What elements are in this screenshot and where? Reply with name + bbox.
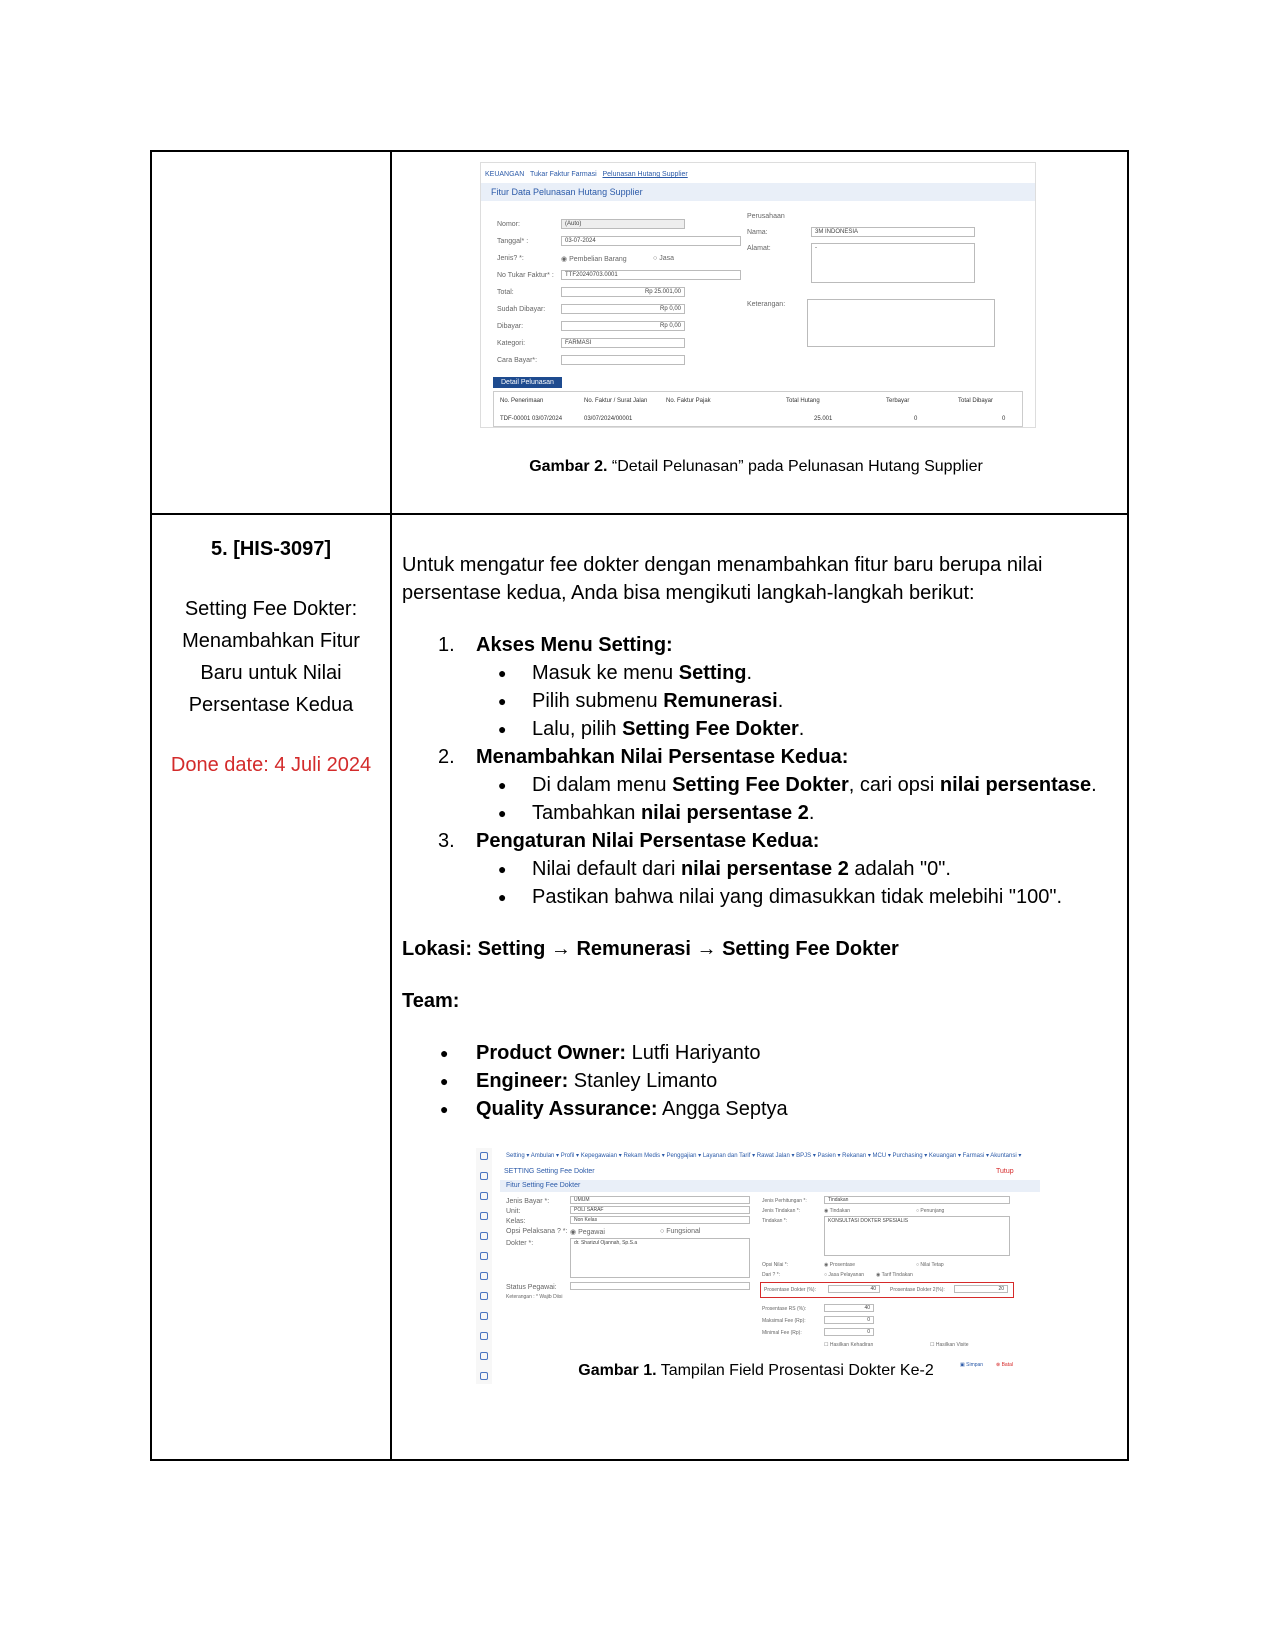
caption-label: Gambar 2. — [529, 458, 608, 475]
team-member — [402, 1067, 1114, 1095]
form-title: Fitur Data Pelunasan Hutang Supplier — [491, 187, 643, 197]
prosentase-radio[interactable]: ◉ Prosentase — [824, 1262, 856, 1268]
step-title: Menambahkan Nilai Persentase Kedua: — [476, 746, 849, 768]
group-label: Perusahaan — [747, 213, 785, 220]
nav-icon[interactable] — [480, 1292, 488, 1300]
nav-icon[interactable] — [480, 1232, 488, 1240]
figure-caption-2 — [400, 458, 1112, 476]
jasa-pelayanan-radio[interactable]: ○ Jasa Pelayanan — [824, 1272, 865, 1278]
tarif-tindakan-radio[interactable]: ◉ Tarif Tindakan — [876, 1272, 913, 1278]
ticket-title-line: Baru untuk Nilai — [200, 662, 342, 684]
step-number: 3. — [438, 830, 455, 852]
jenis-perhitungan-select[interactable]: Tindakan — [824, 1196, 1010, 1204]
step-item — [402, 827, 1114, 855]
bullet-text: , cari opsi — [848, 774, 940, 796]
visite-checkbox[interactable]: ☐ Hasilkan Visite — [930, 1342, 969, 1348]
menu-icon[interactable] — [480, 1152, 488, 1160]
nav-icon[interactable] — [480, 1212, 488, 1220]
table-header: Total Hutang — [786, 398, 820, 404]
field-label: Opsi Pelaksana ? *: — [506, 1228, 568, 1235]
field-label: No Tukar Faktur* : — [497, 272, 554, 279]
fungsional-radio[interactable]: ○ Fungsional — [660, 1228, 701, 1235]
step-item — [402, 743, 1114, 771]
nav-icon[interactable] — [480, 1332, 488, 1340]
bullet-text: Tambahkan — [532, 802, 641, 824]
table-header: No. Faktur / Surat Jalan — [584, 398, 648, 404]
form-title: Fitur Setting Fee Dokter — [506, 1182, 581, 1189]
batal-button[interactable]: ⊗ Batal — [996, 1362, 1013, 1368]
field-label: Kelas: — [506, 1218, 526, 1225]
table-cell: 25.001 — [814, 416, 833, 422]
done-date: Done date: 4 Juli 2024 — [170, 754, 372, 776]
ticket-title-line: Menambahkan Fitur — [182, 630, 360, 652]
top-menu[interactable]: Setting ▾ Ambulan ▾ Profil ▾ Kepegawaian ▾ Rekam Medis ▾ Penggajian ▾ Layanan dan Tarif ▾ Rawat Jalan ▾ BPJS ▾ Pasien ▾ Rekanan ▾ MCU ▾ Purchasing ▾ Keuangan ▾ Farmasi ▾ Akuntansi ▾ — [506, 1153, 1022, 1159]
minimal-fee-field[interactable]: 0 — [824, 1328, 874, 1336]
field-label: Unit: — [506, 1208, 521, 1215]
bold-term: Remunerasi — [663, 690, 778, 712]
bullet-text: Di dalam menu — [532, 774, 673, 796]
ticket-title-line: Setting Fee Dokter: — [184, 598, 358, 620]
breadcrumb: SETTING Setting Fee Dokter — [504, 1168, 595, 1175]
ticket-id: 5. [HIS-3097] — [210, 538, 332, 560]
caption-label: Gambar 1. — [578, 1362, 657, 1379]
status-pegawai-field[interactable] — [570, 1282, 750, 1290]
table-header: Terbayar — [886, 398, 910, 404]
radio-label: Jasa Pelayanan — [828, 1272, 865, 1278]
nav-icon[interactable] — [480, 1272, 488, 1280]
bullet-text: Lalu, pilih — [532, 718, 623, 740]
radio-label: Pegawai — [578, 1229, 605, 1236]
simpan-button[interactable]: ▣ Simpan — [960, 1362, 984, 1368]
radio-label: Nilai Tetap — [920, 1262, 944, 1268]
tindakan-select[interactable]: KONSULTASI DOKTER SPESIALIS — [824, 1216, 1010, 1256]
pelunasan-screenshot — [480, 162, 1036, 428]
field-label: Kategori: — [497, 340, 526, 347]
field-label: Nomor: — [497, 221, 520, 228]
keterangan-field[interactable] — [807, 299, 995, 347]
pegawai-radio[interactable]: ◉ Pegawai — [570, 1229, 605, 1236]
table-header: Total Dibayar — [958, 398, 994, 404]
field-label: Prosentase Dokter (%): — [764, 1287, 816, 1293]
dokter-select[interactable]: dr. Sharizul Ojannah, Sp.S.a — [570, 1238, 750, 1278]
ticket-title-line: Persentase Kedua — [188, 694, 354, 716]
kategori-field[interactable]: FARMASI — [561, 338, 685, 348]
unit-select[interactable]: POLI SARAF — [570, 1206, 750, 1214]
button-label: Simpan — [966, 1362, 984, 1368]
detail-table — [493, 391, 1023, 427]
table-cell: TDF-00001 03/07/2024 — [500, 416, 563, 422]
field-label: Total: — [497, 289, 514, 296]
radio-label: Penunjang — [920, 1208, 945, 1214]
field-label: Jenis Tindakan *: — [762, 1208, 801, 1214]
team-name: Lutfi Hariyanto — [626, 1042, 761, 1064]
field-label: Status Pegawai: — [506, 1284, 557, 1291]
step-bullet — [402, 799, 1114, 827]
nav-icon[interactable] — [480, 1252, 488, 1260]
crumb-item: KEUANGAN — [485, 171, 525, 178]
figure-caption-1 — [400, 1362, 1112, 1380]
column-divider — [390, 152, 392, 1459]
field-label: Minimal Fee (Rp): — [762, 1330, 802, 1336]
penunjang-radio[interactable]: ○ Penunjang — [916, 1208, 945, 1214]
step-bullet — [402, 883, 1114, 911]
bold-term: Setting — [678, 662, 747, 684]
team-name: Angga Septya — [657, 1098, 788, 1120]
bullet-text: . — [798, 718, 805, 740]
plus-icon[interactable] — [480, 1352, 488, 1360]
checkbox-label: Hasilkan Kehadiran — [829, 1342, 874, 1348]
form-title-bar — [481, 183, 1035, 201]
step-title: Akses Menu Setting: — [476, 634, 673, 656]
nomor-field[interactable]: (Auto) — [561, 219, 685, 229]
bold-term: Setting Fee Dokter — [672, 774, 849, 796]
close-button[interactable]: Tutup — [996, 1168, 1014, 1175]
total-field[interactable]: Rp 25.001,00 — [561, 287, 685, 297]
breadcrumb — [485, 171, 688, 178]
nav-icon[interactable] — [480, 1312, 488, 1320]
jenis-radio-2[interactable]: ○ Jasa — [653, 255, 674, 262]
step-bullet — [402, 687, 1114, 715]
nilai-tetap-radio[interactable]: ○ Nilai Tetap — [916, 1262, 944, 1268]
field-label: Sudah Dibayar: — [497, 306, 546, 313]
nav-icon[interactable] — [480, 1172, 488, 1180]
field-label: Cara Bayar*: — [497, 357, 538, 364]
kelas-select[interactable]: Non Kelas — [570, 1216, 750, 1224]
jenis-radio-1[interactable]: ◉ Pembelian Barang — [561, 256, 627, 263]
field-label: Prosentase RS (%): — [762, 1306, 807, 1312]
team-member — [402, 1039, 1114, 1067]
table-cell: 0 — [914, 416, 918, 422]
description-cell — [402, 515, 1114, 1123]
team-label: Team: — [402, 990, 460, 1012]
kehadiran-checkbox[interactable]: ☐ Hasilkan Kehadiran — [824, 1342, 874, 1348]
field-label: Jenis Bayar *: — [506, 1198, 550, 1205]
step-number: 1. — [438, 634, 455, 656]
prosentase-dokter-2-field[interactable]: 20 — [954, 1285, 1008, 1293]
prosentase-rs-field[interactable]: 40 — [824, 1304, 874, 1312]
nama-field[interactable]: 3M INDONESIA — [811, 227, 975, 237]
tanggal-field[interactable]: 03-07-2024 — [561, 236, 741, 246]
step-bullet — [402, 855, 1114, 883]
team-list — [402, 1039, 1114, 1123]
ticket-title — [152, 593, 390, 721]
prosentase-dokter-field[interactable]: 40 — [828, 1285, 880, 1293]
step-bullet — [402, 771, 1114, 799]
field-label: Tanggal* : — [497, 238, 529, 245]
radio-label: Pembelian Barang — [569, 256, 627, 263]
team-name: Stanley Limanto — [568, 1070, 718, 1092]
required-note: Keterangan : * Wajib Diisi — [506, 1294, 563, 1300]
detail-pelunasan-tab[interactable]: Detail Pelunasan — [493, 377, 562, 388]
setting-fee-screenshot — [476, 1148, 1046, 1384]
field-label: Keterangan: — [747, 301, 786, 308]
table-cell: 0 — [1002, 416, 1006, 422]
table-header: No. Penerimaan — [500, 398, 544, 404]
crumb-item: Tukar Faktur Farmasi — [530, 171, 597, 178]
bold-term: nilai persentase — [939, 774, 1092, 796]
bullet-text: . — [746, 662, 753, 684]
field-label: Jenis? *: — [497, 255, 524, 262]
bold-term: nilai persentase 2 — [680, 858, 849, 880]
bullet-text: Pastikan bahwa nilai yang dimasukkan tidak melebihi "100". — [532, 886, 1063, 908]
jenis-bayar-select[interactable]: UMUM — [570, 1196, 750, 1204]
step-item — [402, 631, 1114, 659]
caption-text: Tampilan Field Prosentasi Dokter Ke-2 — [656, 1362, 934, 1379]
cara-select[interactable] — [561, 355, 685, 365]
bullet-text: adalah "0". — [848, 858, 951, 880]
tindakan-radio[interactable]: ◉ Tindakan — [824, 1208, 851, 1214]
team-role: Product Owner: — [476, 1042, 627, 1064]
steps-list — [402, 631, 1114, 911]
radio-label: Prosentase — [829, 1262, 856, 1268]
field-label: Prosentase Dokter 2(%): — [890, 1287, 945, 1293]
bullet-text: Masuk ke menu — [532, 662, 679, 684]
checkbox-label: Hasilkan Visite — [935, 1342, 969, 1348]
bullet-text: . — [1091, 774, 1097, 796]
step-title: Pengaturan Nilai Persentase Kedua: — [476, 830, 820, 852]
step-bullet — [402, 659, 1114, 687]
sudah-field[interactable]: Rp 0,00 — [561, 304, 685, 314]
crumb-item: Pelunasan Hutang Supplier — [602, 171, 688, 178]
radio-label: Tindakan — [829, 1208, 851, 1214]
field-label: Tindakan *: — [762, 1218, 788, 1224]
bullet-text: Nilai default dari — [532, 858, 681, 880]
field-label: Dari ? *: — [762, 1272, 781, 1278]
field-label: Opsi Nilai *: — [762, 1262, 789, 1268]
button-label: Batal — [1001, 1362, 1013, 1368]
location-line: Lokasi: Setting → Remunerasi → Setting Fee Dokter — [402, 938, 899, 960]
notukar-select[interactable]: TTF20240703.0001 — [561, 270, 741, 280]
nav-icon[interactable] — [480, 1192, 488, 1200]
field-label: Dokter *: — [506, 1240, 534, 1247]
bullet-text: Pilih submenu — [532, 690, 664, 712]
caption-text: “Detail Pelunasan” pada Pelunasan Hutang Supplier — [607, 458, 983, 475]
radio-label: Fungsional — [666, 1228, 701, 1235]
field-label: Nama: — [747, 229, 768, 236]
step-bullet — [402, 715, 1114, 743]
intro-paragraph: Untuk mengatur fee dokter dengan menambahkan fitur baru berupa nilai persentase kedua, Anda bisa mengikuti langkah-langkah berikut: — [402, 554, 1043, 604]
bold-term: Setting Fee Dokter — [622, 718, 799, 740]
bullet-text: . — [777, 690, 784, 712]
team-role: Engineer: — [476, 1070, 569, 1092]
field-label: Dibayar: — [497, 323, 524, 330]
alamat-field[interactable]: - — [811, 243, 975, 283]
sidebar — [476, 1148, 492, 1384]
team-member — [402, 1095, 1114, 1123]
radio-label: Jasa — [659, 255, 674, 262]
bold-term: nilai persentase 2 — [640, 802, 809, 824]
maksimal-fee-field[interactable]: 0 — [824, 1316, 874, 1324]
dibayar-field[interactable]: Rp 0,00 — [561, 321, 685, 331]
table-cell: 03/07/2024/00001 — [584, 416, 633, 422]
table-header: No. Faktur Pajak — [666, 398, 711, 404]
team-role: Quality Assurance: — [476, 1098, 658, 1120]
radio-label: Tarif Tindakan — [881, 1272, 913, 1278]
form-title-bar — [500, 1180, 1040, 1192]
bullet-text: . — [808, 802, 815, 824]
field-label: Alamat: — [747, 245, 771, 252]
field-label: Maksimal Fee (Rp): — [762, 1318, 806, 1324]
ticket-cell — [152, 515, 390, 781]
step-number: 2. — [438, 746, 455, 768]
field-label: Jenis Perhitungan *: — [762, 1198, 807, 1204]
